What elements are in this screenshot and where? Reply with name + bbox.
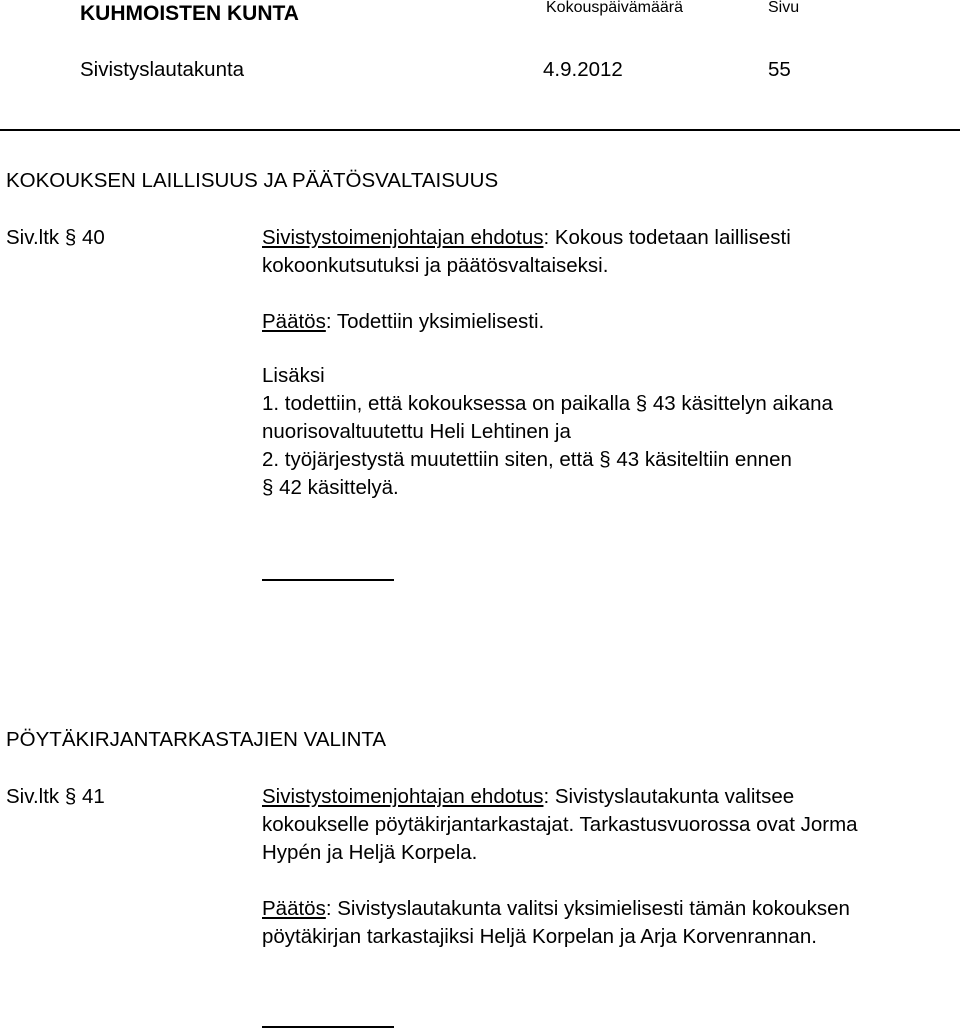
- decision-label: Päätös: [262, 310, 326, 333]
- proposal-line: kokoonkutsutuksi ja päätösvaltaiseksi.: [262, 254, 609, 277]
- section-id: Siv.ltk § 41: [6, 785, 105, 808]
- proposal-line: Hypén ja Heljä Korpela.: [262, 841, 478, 864]
- page-number: 55: [768, 58, 791, 81]
- additional-line: nuorisovaltuutettu Heli Lehtinen ja: [262, 420, 571, 443]
- section-end-rule: [262, 1026, 394, 1028]
- decision-text: : Sivistyslautakunta valitsi yksimielisesti tämän kokouksen: [325, 897, 850, 920]
- proposal-label: Sivistystoimenjohtajan ehdotus: [262, 785, 544, 808]
- additional-line: § 42 käsittelyä.: [262, 476, 399, 499]
- proposal-label: Sivistystoimenjohtajan ehdotus: [262, 226, 544, 249]
- date-label: Kokouspäivämäärä: [546, 0, 683, 16]
- proposal-line: [262, 228, 791, 249]
- proposal-line: kokoukselle pöytäkirjantarkastajat. Tarkastusvuorossa ovat Jorma: [262, 813, 858, 836]
- section-id: Siv.ltk § 40: [6, 226, 105, 249]
- additional-line: 1. todettiin, että kokouksessa on paikalla § 43 käsittelyn aikana: [262, 392, 833, 415]
- page-label: Sivu: [768, 0, 800, 16]
- proposal-line: [262, 787, 794, 808]
- decision-label: Päätös: [262, 897, 326, 920]
- decision-line: [262, 899, 850, 920]
- decision-line: [262, 312, 544, 333]
- decision-line: pöytäkirjan tarkastajiksi Heljä Korpelan ja Arja Korvenrannan.: [262, 925, 817, 948]
- section-end-rule: [262, 579, 394, 581]
- meeting-date: 4.9.2012: [543, 58, 623, 81]
- additional-line: 2. työjärjestystä muutettiin siten, että § 43 käsiteltiin ennen: [262, 448, 792, 471]
- additional-label: Lisäksi: [262, 364, 325, 387]
- decision-text: : Todettiin yksimielisesti.: [325, 310, 545, 333]
- organization-name: KUHMOISTEN KUNTA: [80, 2, 299, 25]
- proposal-text: : Kokous todetaan laillisesti: [543, 226, 791, 249]
- header-rule: [0, 129, 960, 131]
- proposal-text: : Sivistyslautakunta valitsee: [543, 785, 795, 808]
- board-name: Sivistyslautakunta: [80, 58, 245, 81]
- section-heading: PÖYTÄKIRJANTARKASTAJIEN VALINTA: [6, 728, 387, 751]
- section-heading: KOKOUKSEN LAILLISUUS JA PÄÄTÖSVALTAISUUS: [6, 169, 499, 192]
